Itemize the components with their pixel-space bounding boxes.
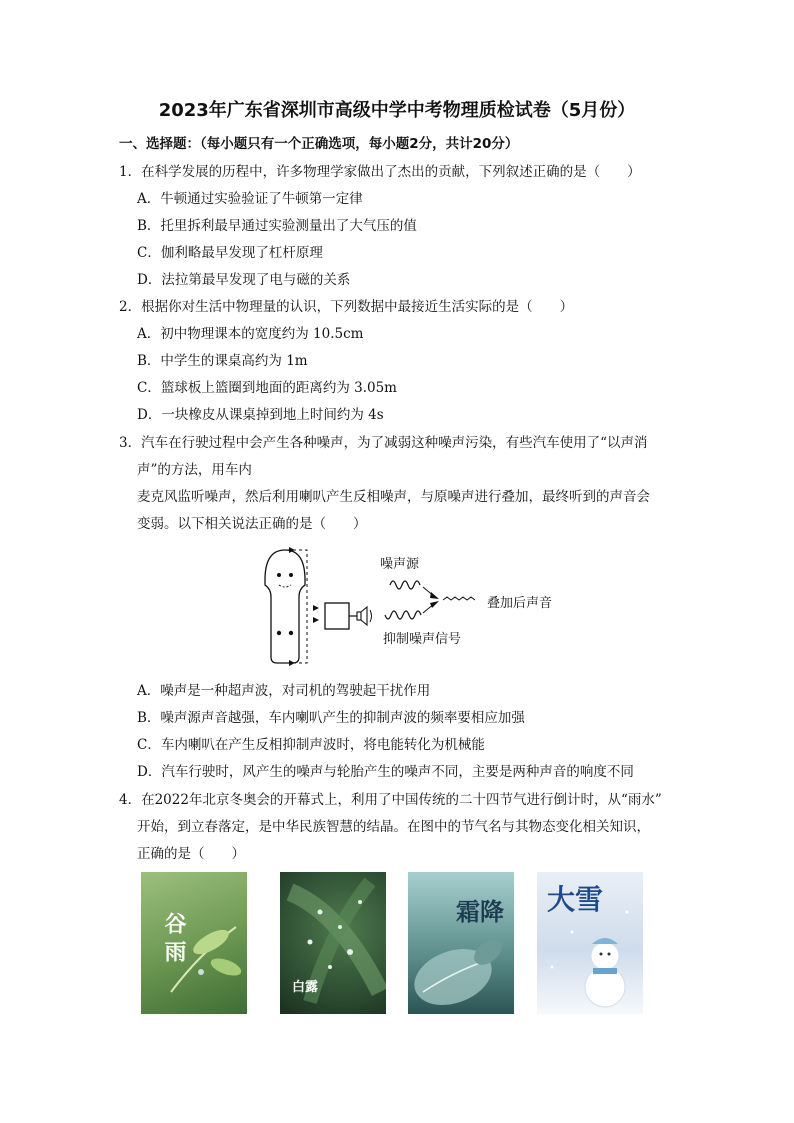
q3-option-b: B．噪声源声音越强，车内喇叭产生的抑制声波的频率要相应加强: [137, 710, 525, 726]
q1-option-c: C．伽利略最早发现了杠杆原理: [137, 245, 323, 261]
photo-bailu: [280, 872, 386, 1014]
arrow-head: [313, 605, 319, 611]
arrow-head: [289, 660, 295, 666]
photo-guyu: [141, 872, 247, 1014]
page-title: 2023年广东省深圳市高级中学中考物理质检试卷（5月份）: [158, 100, 636, 121]
q2-stem: 2．根据你对生活中物理量的认识，下列数据中最接近生活实际的是（ ）: [119, 299, 574, 315]
combined-wave: [443, 597, 475, 600]
q2-option-b: B．中学生的课桌高约为 1m: [137, 353, 308, 369]
speaker-icon: [357, 612, 361, 620]
section-heading: [119, 135, 518, 153]
q1-option-a: A．牛顿通过实验验证了牛顿第一定律: [137, 191, 363, 207]
suppression-wave: [385, 611, 421, 619]
guyu-caption: 谷雨: [161, 912, 187, 968]
q3-option-a: A．噪声是一种超声波，对司机的驾驶起干扰作用: [137, 683, 431, 699]
q1-option-d: D．法拉第最早发现了电与磁的关系: [137, 272, 351, 288]
passenger-dot: [277, 631, 281, 635]
photo-daxue: [537, 872, 643, 1014]
q2-option-a: A．初中物理课本的宽度约为 10.5cm: [137, 326, 364, 342]
q1-option-b: B．托里拆利最早通过实验测量出了大气压的值: [137, 218, 417, 234]
q3-option-c: C．车内喇叭在产生反相抑制声波时，将电能转化为机械能: [137, 737, 485, 753]
passenger-dot: [289, 631, 293, 635]
daxue-caption: 大雪: [547, 883, 604, 916]
q4-line-3: 正确的是（ ）: [137, 846, 245, 862]
arrow-head: [313, 617, 319, 623]
q3-line-3: 麦克风监听噪声，然后利用喇叭产生反相噪声，与原噪声进行叠加，最终听到的声音会: [137, 489, 650, 505]
q2-option-c: C．篮球板上篮圈到地面的距离约为 3.05m: [137, 380, 397, 396]
passenger-dot: [277, 573, 281, 577]
q3-line-1: 3．汽车在行驶过程中会产生各种噪声，为了减弱这种噪声污染，有些汽车使用了“以声消: [119, 435, 648, 451]
noise-source-label: 噪声源: [380, 557, 420, 572]
photo-shuangjiang: [408, 872, 514, 1014]
suppression-signal-label: 抑制噪声信号: [383, 632, 462, 647]
q3-option-d: D．汽车行驶时，风产生的噪声与轮胎产生的噪声不同，主要是两种声音的响度不同: [137, 764, 634, 780]
sound-wave-arc: [370, 610, 372, 622]
section-note: （每小题只有一个正确选项，每小题2分，共计20分）: [200, 136, 519, 152]
noise-wave: [390, 581, 420, 589]
speaker-cone: [361, 607, 367, 625]
mic-arc: [279, 585, 291, 587]
q3-line-4: 变弱。以下相关说法正确的是（ ）: [137, 516, 367, 532]
bailu-caption: 白露: [292, 980, 319, 995]
q4-line-2: 开始，到立春落定，是中华民族智慧的结晶。在图中的节气名与其物态变化相关知识，: [137, 819, 650, 835]
q2-option-d: D．一块橡皮从课桌掉到地上时间约为 4s: [137, 407, 384, 423]
q3-line-2: 声”的方法，用车内: [137, 462, 252, 478]
shuangjiang-caption: 霜降: [456, 897, 504, 926]
q4-line-1: 4．在2022年北京冬奥会的开幕式上，利用了中国传统的二十四节气进行倒计时，从“雨水”: [119, 792, 662, 808]
after-superposition-label: 叠加后声音: [487, 596, 553, 611]
leaf-drawing: [141, 872, 247, 1014]
car-outline: [265, 550, 305, 663]
passenger-dot: [289, 573, 293, 577]
q1-stem: 1．在科学发展的历程中，许多物理学家做出了杰出的贡献，下列叙述正确的是（ ）: [119, 164, 641, 180]
arrow-head: [430, 601, 439, 608]
processor-box: [325, 603, 349, 629]
noise-cancellation-figure: [255, 545, 585, 670]
section-heading-label: 一、选择题：: [119, 136, 200, 152]
arrow-head: [430, 592, 439, 599]
